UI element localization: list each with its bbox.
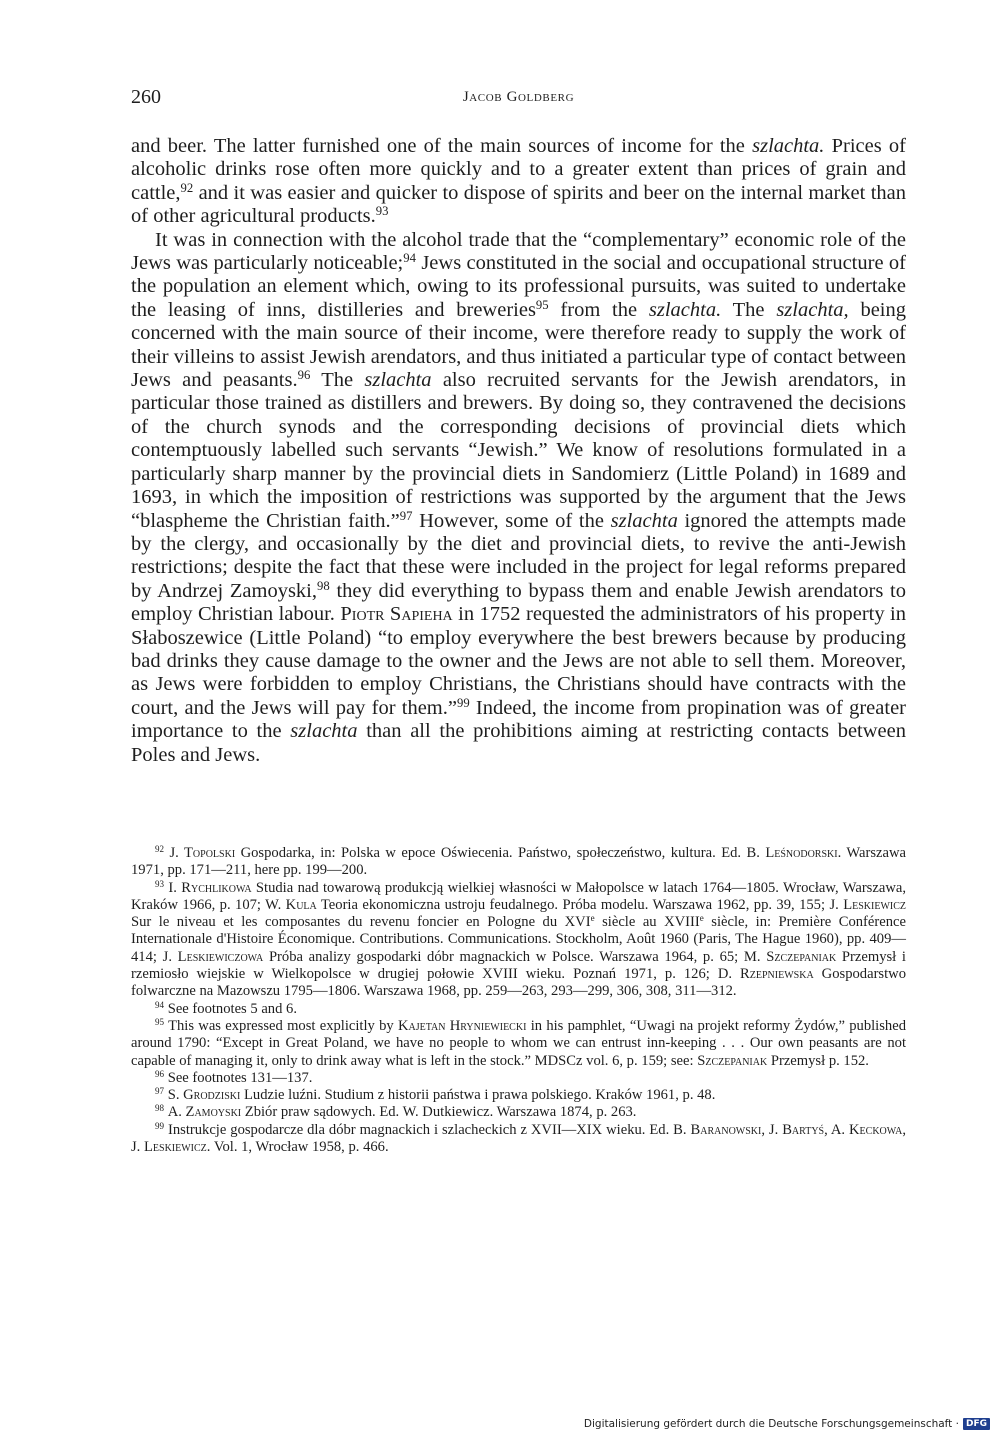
author-name: Leśnodorski.	[765, 845, 842, 861]
text-run: Prices of alcoholic drinks rose often more quickly and to a greater extent than prices of grain and cattle,	[131, 135, 906, 204]
page-number: 260	[131, 86, 161, 108]
paragraph-1	[131, 135, 906, 229]
text-run: , J.	[131, 1121, 906, 1156]
text-run: Warszawa 1971, pp. 171—211, here pp. 199—200.	[131, 845, 907, 879]
text-run: The	[310, 369, 365, 392]
author-name: Kula	[285, 896, 317, 913]
text-run: they did everything to bypass them and enable Jewish arendators to employ Christian labour.	[131, 579, 906, 626]
footnote-ref[interactable]: 94	[403, 251, 416, 266]
author-name: Leskiewiczowa	[177, 948, 264, 965]
footnote-ref[interactable]: 92	[180, 180, 194, 195]
text-run: However, some of the	[412, 509, 611, 532]
author-name: Keckowa	[849, 1121, 903, 1138]
running-head: Jacob Goldberg	[462, 89, 575, 105]
footnote-number: 98	[155, 1103, 165, 1114]
text-run: Przemysł i rzemiosło wiejskie w Wielkopolsce w drugiej połowie XVIII wieku. Poznań 1971, p. 126; D.	[131, 948, 906, 983]
footnotes	[131, 845, 906, 1156]
footnote-ref[interactable]: 97	[399, 508, 413, 523]
text-run: It was in connection with the alcohol trade that the “complementary” economic role of the Jews was particularly noticeable;	[131, 228, 906, 275]
text-run: and it was easier and quicker to dispose of spirits and beer on the internal market than of other agricultural products.	[131, 181, 906, 228]
text-run: , J.	[761, 1121, 783, 1138]
superscript: e	[699, 913, 704, 924]
author-name: J. Topolski	[169, 845, 236, 861]
author-name: A. Zamoyski	[167, 1104, 242, 1121]
text-run: See footnotes 131—137.	[167, 1069, 313, 1086]
footnote-ref[interactable]: 95	[535, 297, 549, 312]
credit-text: Digitalisierung gefördert durch die Deutsche Forschungsgemeinschaft ·	[583, 1418, 959, 1430]
author-name: S. Grodziski	[167, 1087, 241, 1104]
footnote-ref[interactable]: 99	[456, 695, 470, 710]
author-name: Piotr Sapieha	[340, 603, 453, 626]
footnote-94	[131, 1001, 906, 1018]
text-run: Zbiór praw sądowych. Ed. W. Dutkiewicz. Warszawa 1874, p. 263.	[241, 1104, 637, 1121]
italic-term: szlachta	[364, 369, 432, 392]
text-run: Próba analizy gospodarki dóbr magnackich w Polsce. Warszawa 1964, p. 65; M.	[263, 948, 767, 965]
text-run: Indeed, the income from propination was of greater importance to the	[131, 696, 907, 743]
text-run: Gospodarstwo folwarczne na Mazowszu 1795—1806. Warszawa 1968, pp. 259—263, 293—299, 306, 308, 311—312.	[131, 966, 906, 1000]
footnote-number: 95	[155, 1017, 165, 1027]
paragraph-2	[131, 229, 906, 767]
footnote-98	[131, 1104, 906, 1121]
text-run: Instrukcje gospodarcze dla dóbr magnackich i szlacheckich z XVII—XIX wieku. Ed. B.	[167, 1121, 691, 1138]
footnote-number: 97	[155, 1086, 165, 1097]
text-run: Jews constituted in the social and occupational structure of the population an element which, owing to its professional pursuits, was suited to undertake the leasing of inns, distilleries and breweries	[131, 252, 906, 321]
text-run: . Vol. 1, Wrocław 1958, p. 466.	[206, 1139, 389, 1156]
footnote-number: 94	[155, 999, 165, 1010]
text-run: Studia nad towarową produkcją wielkiej własności w Małopolsce w latach 1764—1805. Wrocław, Warszawa, Kraków 1966, p. 107; W.	[131, 879, 906, 913]
superscript: e	[590, 913, 595, 924]
footnote-ref[interactable]: 93	[375, 204, 389, 219]
text-run: Sur le niveau et les composantes du revenu foncier en Pologne du XVI	[131, 914, 591, 931]
footnote-number: 93	[155, 878, 165, 889]
footnote-93	[131, 880, 906, 1001]
dfg-logo-icon[interactable]: DFG	[963, 1418, 990, 1430]
text-run: Teoria ekonomiczna ustroju feudalnego. Próba modelu. Warszawa 1962, pp. 39, 155; J.	[316, 896, 844, 913]
footnote-95	[131, 1018, 906, 1070]
italic-term: szlachta,	[776, 298, 849, 321]
footnote-97	[131, 1087, 906, 1104]
author-name: Szczepaniak	[697, 1052, 768, 1069]
author-name: I. Rychlikowa	[168, 879, 252, 896]
text-run: Przemysł p. 152.	[767, 1052, 869, 1069]
footnote-number: 92	[155, 844, 165, 855]
author-name: Baranowski	[690, 1121, 762, 1138]
italic-term: szlachta.	[752, 135, 825, 157]
author-name: Leskiewicz	[843, 896, 906, 913]
italic-term: szlachta	[610, 509, 678, 532]
author-name: Leskiewicz	[143, 1139, 207, 1156]
text-run: siècle, in: Première Conférence Internationale d'Histoire Économique. Contributions. Communications. Stockholm, Août 1960 (Paris, The Hague 1960), pp. 409—414; J.	[131, 914, 906, 965]
text-run: siècle au XVIII	[594, 914, 700, 931]
text-run: The	[721, 298, 777, 321]
dfg-credit	[584, 1417, 990, 1431]
text-run: See footnotes 5 and 6.	[167, 1000, 297, 1017]
text-run: in 1752 requested the administrators of his property in Słaboszewice (Little Poland) “to employ everywhere the best brewers because by producing bad drinks they cause damage to the owner and the Jews are not able to sell them. Moreover, as Jews were forbidden to employ Christians, the Christians should have contracts with the court, and the Jews will pay for them.”	[131, 603, 907, 719]
footnote-number: 99	[155, 1120, 165, 1131]
text-run: This was expressed most explicitly by	[168, 1017, 398, 1034]
text-run: , A.	[824, 1121, 850, 1138]
author-name: Kajetan Hryniewiecki	[397, 1017, 527, 1034]
text-run: in his pamphlet, “Uwagi na projekt reformy Żydów,” published around 1790: “Except in Great Poland, we have no people to whom we can entrust inn-keeping . . . Our own peasants are not capable of managing it, only to drink away what is left in the stock.” MDSCz vol. 6, p. 159; see:	[131, 1017, 906, 1069]
footnote-96	[131, 1070, 906, 1087]
text-run: from the	[548, 298, 649, 321]
italic-term: szlachta	[290, 720, 358, 743]
body-text	[131, 135, 906, 767]
footnote-ref[interactable]: 96	[297, 368, 311, 383]
footnote-ref[interactable]: 98	[317, 578, 330, 593]
text-run: ignored the attempts made by the clergy, and occasionally by the diet and provincial diets, to revive the anti-Jewish restrictions; despite the fact that these were included in the project for legal reforms prepared by Andrzej Zamoyski,	[131, 509, 906, 602]
text-run: and beer. The latter furnished one of the main sources of income for the	[131, 135, 753, 157]
author-name: Rzepniewska	[740, 966, 814, 983]
italic-term: szlachta.	[648, 298, 722, 321]
text-run: being concerned with the main source of their income, were therefore ready to supply the work of their villeins to assist Jewish arendators, and thus initiated a particular type of contact between Jews and peasants.	[131, 298, 906, 392]
text-run: Gospodarka, in: Polska w epoce Oświecenia. Państwo, społeczeństwo, kultura. Ed. B.	[235, 845, 766, 861]
text-run: Ludzie luźni. Studium z historii państwa i prawa polskiego. Kraków 1961, p. 48.	[240, 1087, 716, 1104]
author-name: Bartyś	[782, 1121, 825, 1138]
page-header	[131, 86, 906, 116]
author-name: Szczepaniak	[766, 948, 837, 965]
footnote-number: 96	[155, 1068, 165, 1079]
text-run: than all the prohibitions aiming at restricting contacts between Poles and Jews.	[131, 720, 906, 766]
footnote-92	[131, 845, 906, 880]
text-run: also recruited servants for the Jewish arendators, in particular those trained as distillers and brewers. By doing so, they contravened the decisions of the church synods and the corresponding decisions of provincial diets which contemptuously labelled such servants “Jewish.” We know of resolutions formulated in a particularly sharp manner by the provincial diets in Sandomierz (Little Poland) in 1689 and 1693, in which the imposition of restrictions was supported by the argument that the Jews “blaspheme the Christian faith.”	[131, 369, 906, 532]
footnote-99	[131, 1122, 906, 1157]
